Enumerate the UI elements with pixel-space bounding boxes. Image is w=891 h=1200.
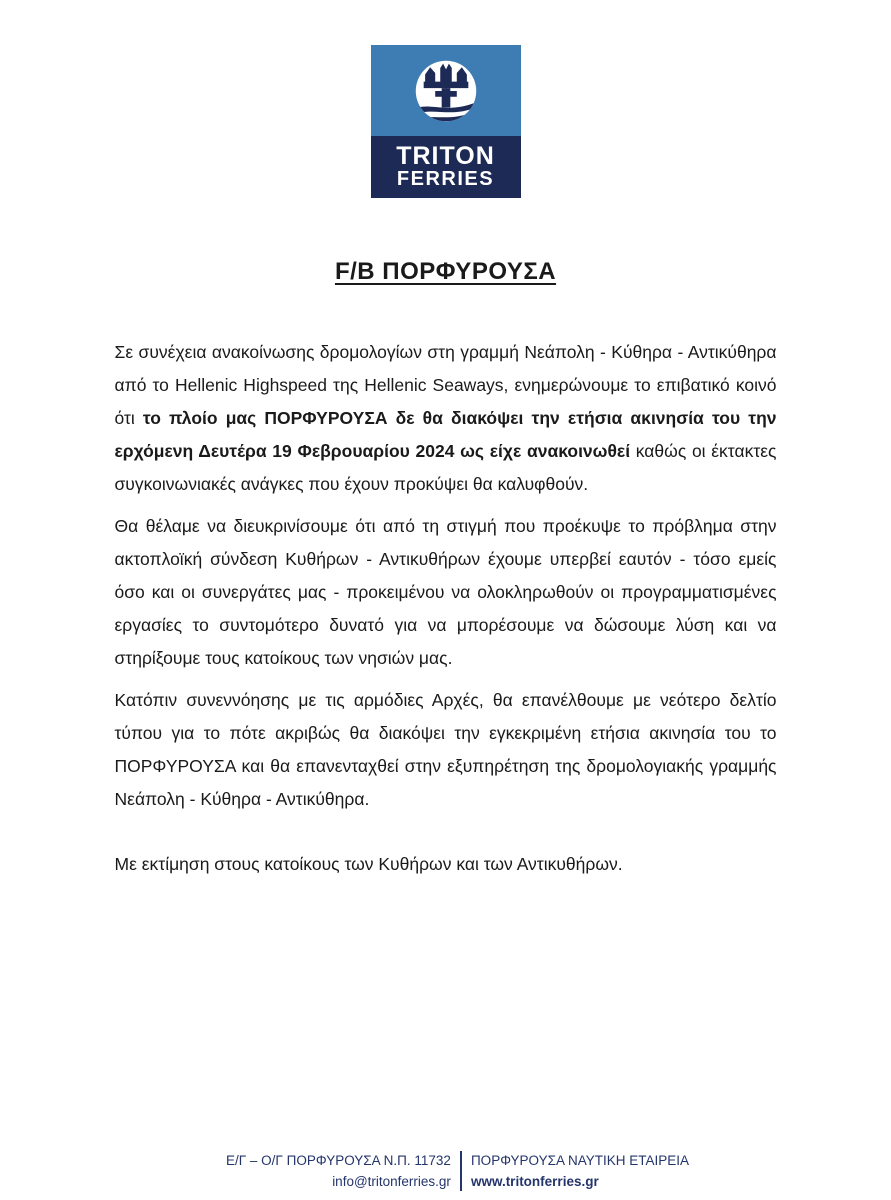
footer-website: www.tritonferries.gr [470, 1174, 599, 1189]
logo-wordmark-panel [371, 136, 521, 198]
page-title: F/B ΠΟΡΦΥΡΟΥΣΑ [334, 258, 557, 285]
paragraph-clarification: Θα θέλαμε να διευκρινίσουμε ότι από τη στιγμή που προέκυψε το πρόβλημα στην ακτοπλοϊκή σύνδεση Κυθήρων - Αντικυθήρων έχουμε υπερβεί εαυτόν - τόσο εμείς όσο και οι συνεργάτες μας - προκειμένου να ολοκληρωθούν οι προγραμματισμένες εργασίες το συντομότερο δυνατό για να μπορέσουμε να δώσουμε λύση και να στηρίξουμε τους κατοίκους των νησιών μας. [114, 516, 777, 668]
closing-line: Με εκτίμηση στους κατοίκους των Κυθήρων και των Αντικυθήρων. [114, 854, 623, 874]
paragraph-1-post: καθώς οι έκτακτες συγκοινωνιακές ανάγκες που έχουν προκύψει θα καλυφθούν. [114, 441, 777, 494]
footer-email: info@tritonferries.gr [332, 1174, 451, 1189]
footer-left-column [226, 1150, 451, 1192]
paragraph-followup: Κατόπιν συνεννόησης με τις αρμόδιες Αρχές, θα επανέλθουμε με νεότερο δελτίο τύπου για το πότε ακριβώς θα διακόψει την εγκεκριμένη ετήσια ακινησία του το ΠΟΡΦΥΡΟΥΣΑ και θα επανενταχθεί στην εξυπηρέτηση της δρομολογιακής γραμμής Νεάπολη - Κύθηρα - Αντικύθηρα. [114, 690, 777, 809]
letterhead-footer [12, 1150, 891, 1192]
paragraph-1-bold: το πλοίο μας ΠΟΡΦΥΡΟΥΣΑ δε θα διακόψει την ετήσια ακινησία του την ερχόμενη Δευτέρα 19 Φεβρουαρίου 2024 ως είχε ανακοινωθεί [114, 408, 777, 461]
footer-right-column [471, 1150, 689, 1192]
paragraph-1-pre: Σε συνέχεια ανακοίνωσης δρομολογίων στη γραμμή Νεάπολη - Κύθηρα - Αντικύθηρα από το Hellenic Highspeed της Hellenic Seaways, ενημερώνουμε το επιβατικό κοινό ότι [114, 342, 777, 428]
footer-company-name: ΠΟΡΦΥΡΟΥΣΑ ΝΑΥΤΙΚΗ ΕΤΑΙΡΕΙΑ [470, 1153, 689, 1168]
paragraph-announcement [115, 336, 777, 501]
trident-over-waves-icon [410, 55, 482, 127]
document-body [115, 336, 777, 881]
logo-wordmark-line2: FERRIES [396, 168, 495, 190]
footer-vessel-registration: Ε/Γ – Ο/Γ ΠΟΡΦΥΡΟΥΣΑ Ν.Π. 11732 [225, 1153, 451, 1168]
footer-divider [460, 1151, 462, 1191]
logo-wordmark-line1: TRITON [396, 142, 495, 170]
triton-ferries-logo [371, 45, 521, 198]
logo-emblem-panel [371, 45, 521, 136]
